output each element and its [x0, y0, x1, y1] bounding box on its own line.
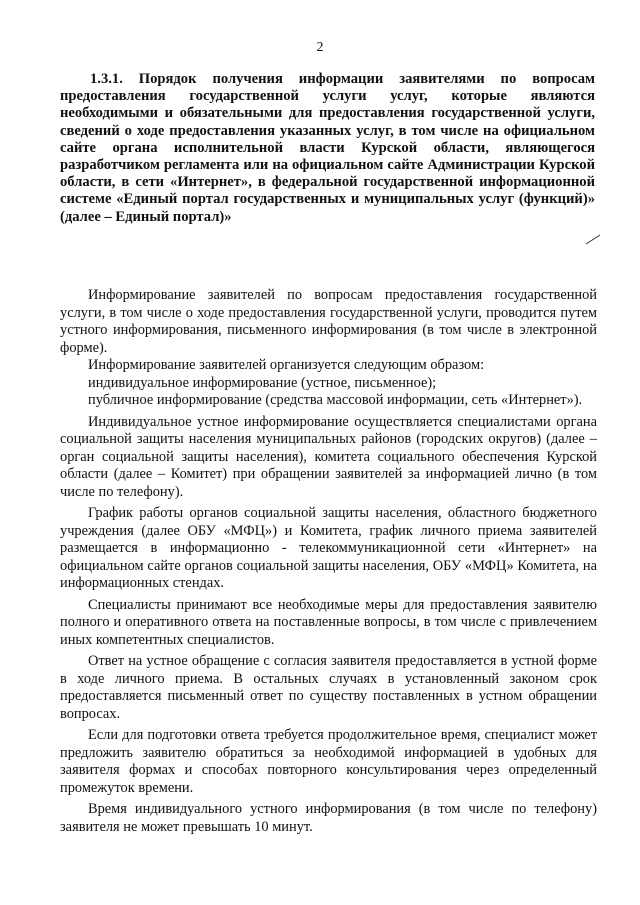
- page-number: 2: [316, 40, 324, 55]
- section-heading-text: 1.3.1. Порядок получения информации заявителями по вопросам предоставления государственной услуги услуг, которые являются необходимыми и обязательными для предоставления государственной услуги, сведений о ходе предоставления указанных услуг, в том числе на официальном сайте органа исполнительной власти Курской области, являющегося разработчиком регламента или на официальном сайте Администрации Курской области, в сети «Интернет», в федеральной государственной информационной системе «Единый портал государственных и муниципальных услуг (функций)» (далее – Единый портал)»: [60, 71, 595, 225]
- paragraph: Специалисты принимают все необходимые меры для предоставления заявителю полного и оперативного ответа на поставленные вопросы, в том числе с привлечением иных компетентных специалистов.: [60, 596, 597, 648]
- document-body: [60, 287, 597, 836]
- pen-mark-icon: [585, 232, 601, 246]
- section-heading: [60, 71, 595, 226]
- paragraph: Если для подготовки ответа требуется продолжительное время, специалист может предложить заявителю обратиться за необходимой информацией в удобных для заявителя формах и способах повторного консультирования через определенный промежуток времени.: [60, 727, 597, 796]
- paragraph: Время индивидуального устного информирования (в том числе по телефону) заявителя не может превышать 10 минут.: [60, 801, 597, 835]
- paragraph: Информирование заявителей по вопросам предоставления государственной услуги, в том числе о ходе предоставления государственной услуги, проводится путем устного информирования, письменного информирования (в том числе в электронной форме).: [60, 287, 597, 356]
- paragraph: Информирование заявителей организуется следующим образом:: [88, 357, 485, 373]
- paragraph: публичное информирование (средства массовой информации, сеть «Интернет»).: [88, 392, 583, 408]
- paragraph: Индивидуальное устное информирование осуществляется специалистами органа социальной защиты населения муниципальных районов (городских округов) (далее – орган социальной защиты населения), комитета социального обеспечения Курской области (далее – Комитет) при обращении заявителей за информацией лично (в том числе по телефону).: [60, 413, 597, 500]
- paragraph: График работы органов социальной защиты населения, областного бюджетного учреждения (далее ОБУ «МФЦ») и Комитета, график личного приема заявителей размещается в информационно - телекоммуникационной сети «Интернет» на официальном сайте органов социальной защиты населения, ОБУ «МФЦ» Комитета, на информационных стендах.: [60, 505, 597, 591]
- paragraph: Ответ на устное обращение с согласия заявителя предоставляется в устной форме в ходе личного приема. В остальных случаях в установленный законом срок предоставляется письменный ответ по существу поставленных в устном обращении вопросах.: [60, 653, 597, 722]
- paragraph: индивидуальное информирование (устное, письменное);: [88, 374, 437, 391]
